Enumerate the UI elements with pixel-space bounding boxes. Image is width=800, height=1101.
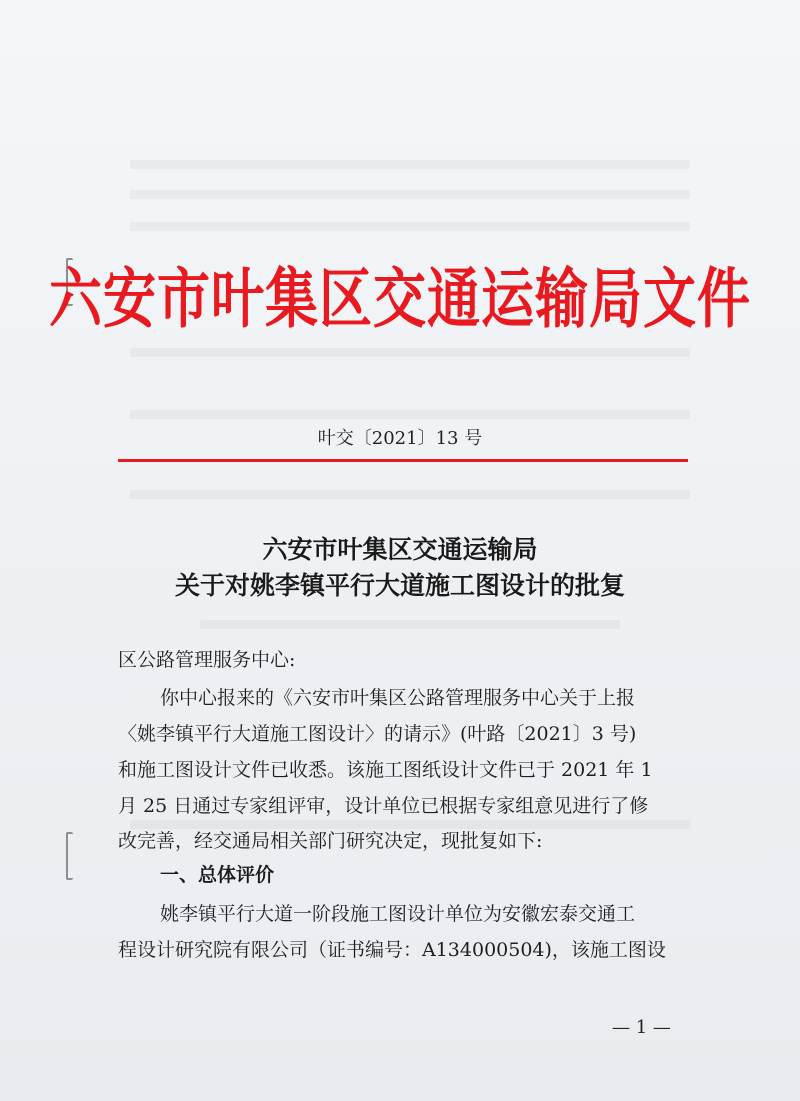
section-heading: 一、总体评价 (160, 864, 275, 886)
show-through-line (130, 222, 690, 231)
show-through-line (200, 620, 620, 629)
show-through-line (130, 410, 690, 419)
page-number: — 1 — (612, 1017, 671, 1038)
show-through-line (130, 160, 690, 169)
agency-header-title: 六安市叶集区交通运输局文件 (49, 261, 751, 338)
show-through-line (130, 190, 690, 199)
subject-title-line-1: 六安市叶集区交通运输局 (262, 535, 538, 564)
binding-staple (66, 832, 73, 880)
red-separator-rule (118, 459, 688, 462)
body-line: 和施工图设计文件已收悉。该施工图纸设计文件已于 2021 年 1 (118, 759, 653, 781)
body-line: 程设计研究院有限公司（证书编号：A134000504)，该施工图设 (118, 939, 666, 961)
document-number: 叶交〔2021〕13 号 (317, 428, 483, 449)
show-through-line (130, 348, 690, 357)
body-line: 姚李镇平行大道一阶段施工图设计单位为安徽宏泰交通工 (160, 903, 636, 925)
body-line: 〈姚李镇平行大道施工图设计〉的请示》(叶路〔2021〕3 号) (118, 723, 637, 745)
subject-title-line-2: 关于对姚李镇平行大道施工图设计的批复 (174, 571, 625, 600)
body-line: 你中心报来的《六安市叶集区公路管理服务中心关于上报 (160, 687, 636, 709)
body-line: 改完善，经交通局相关部门研究决定，现批复如下: (118, 830, 543, 852)
show-through-line (130, 490, 690, 499)
addressee: 区公路管理服务中心: (118, 649, 296, 671)
body-line: 月 25 日通过专家组评审，设计单位已根据专家组意见进行了修 (118, 795, 649, 817)
